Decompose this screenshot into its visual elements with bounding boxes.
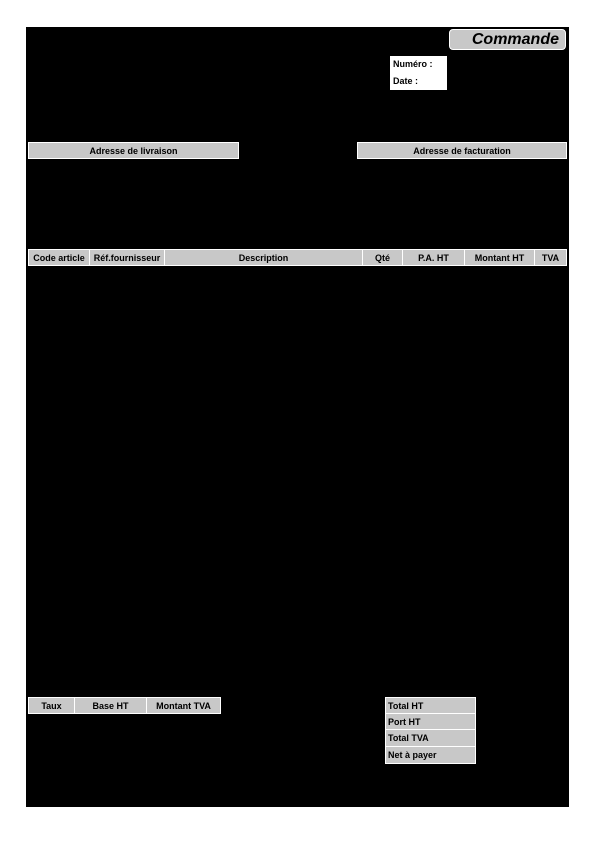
col-code-article: Code article — [28, 249, 90, 266]
col-montant-tva: Montant TVA — [146, 697, 221, 714]
col-qte: Qté — [362, 249, 403, 266]
net-a-payer-label: Net à payer — [385, 746, 476, 764]
col-ref-fournisseur: Réf.fournisseur — [89, 249, 165, 266]
col-description: Description — [164, 249, 363, 266]
document-title: Commande — [449, 29, 566, 50]
total-tva-label: Total TVA — [385, 729, 476, 747]
billing-address-header: Adresse de facturation — [357, 142, 567, 159]
col-base-ht: Base HT — [74, 697, 147, 714]
port-ht-label: Port HT — [385, 713, 476, 730]
col-taux: Taux — [28, 697, 75, 714]
col-montant-ht: Montant HT — [464, 249, 535, 266]
numero-label: Numéro : — [393, 59, 433, 69]
delivery-address-header: Adresse de livraison — [28, 142, 239, 159]
order-meta-box — [390, 56, 447, 90]
col-tva: TVA — [534, 249, 567, 266]
col-pa-ht: P.A. HT — [402, 249, 465, 266]
total-ht-label: Total HT — [385, 697, 476, 714]
date-label: Date : — [393, 76, 419, 86]
